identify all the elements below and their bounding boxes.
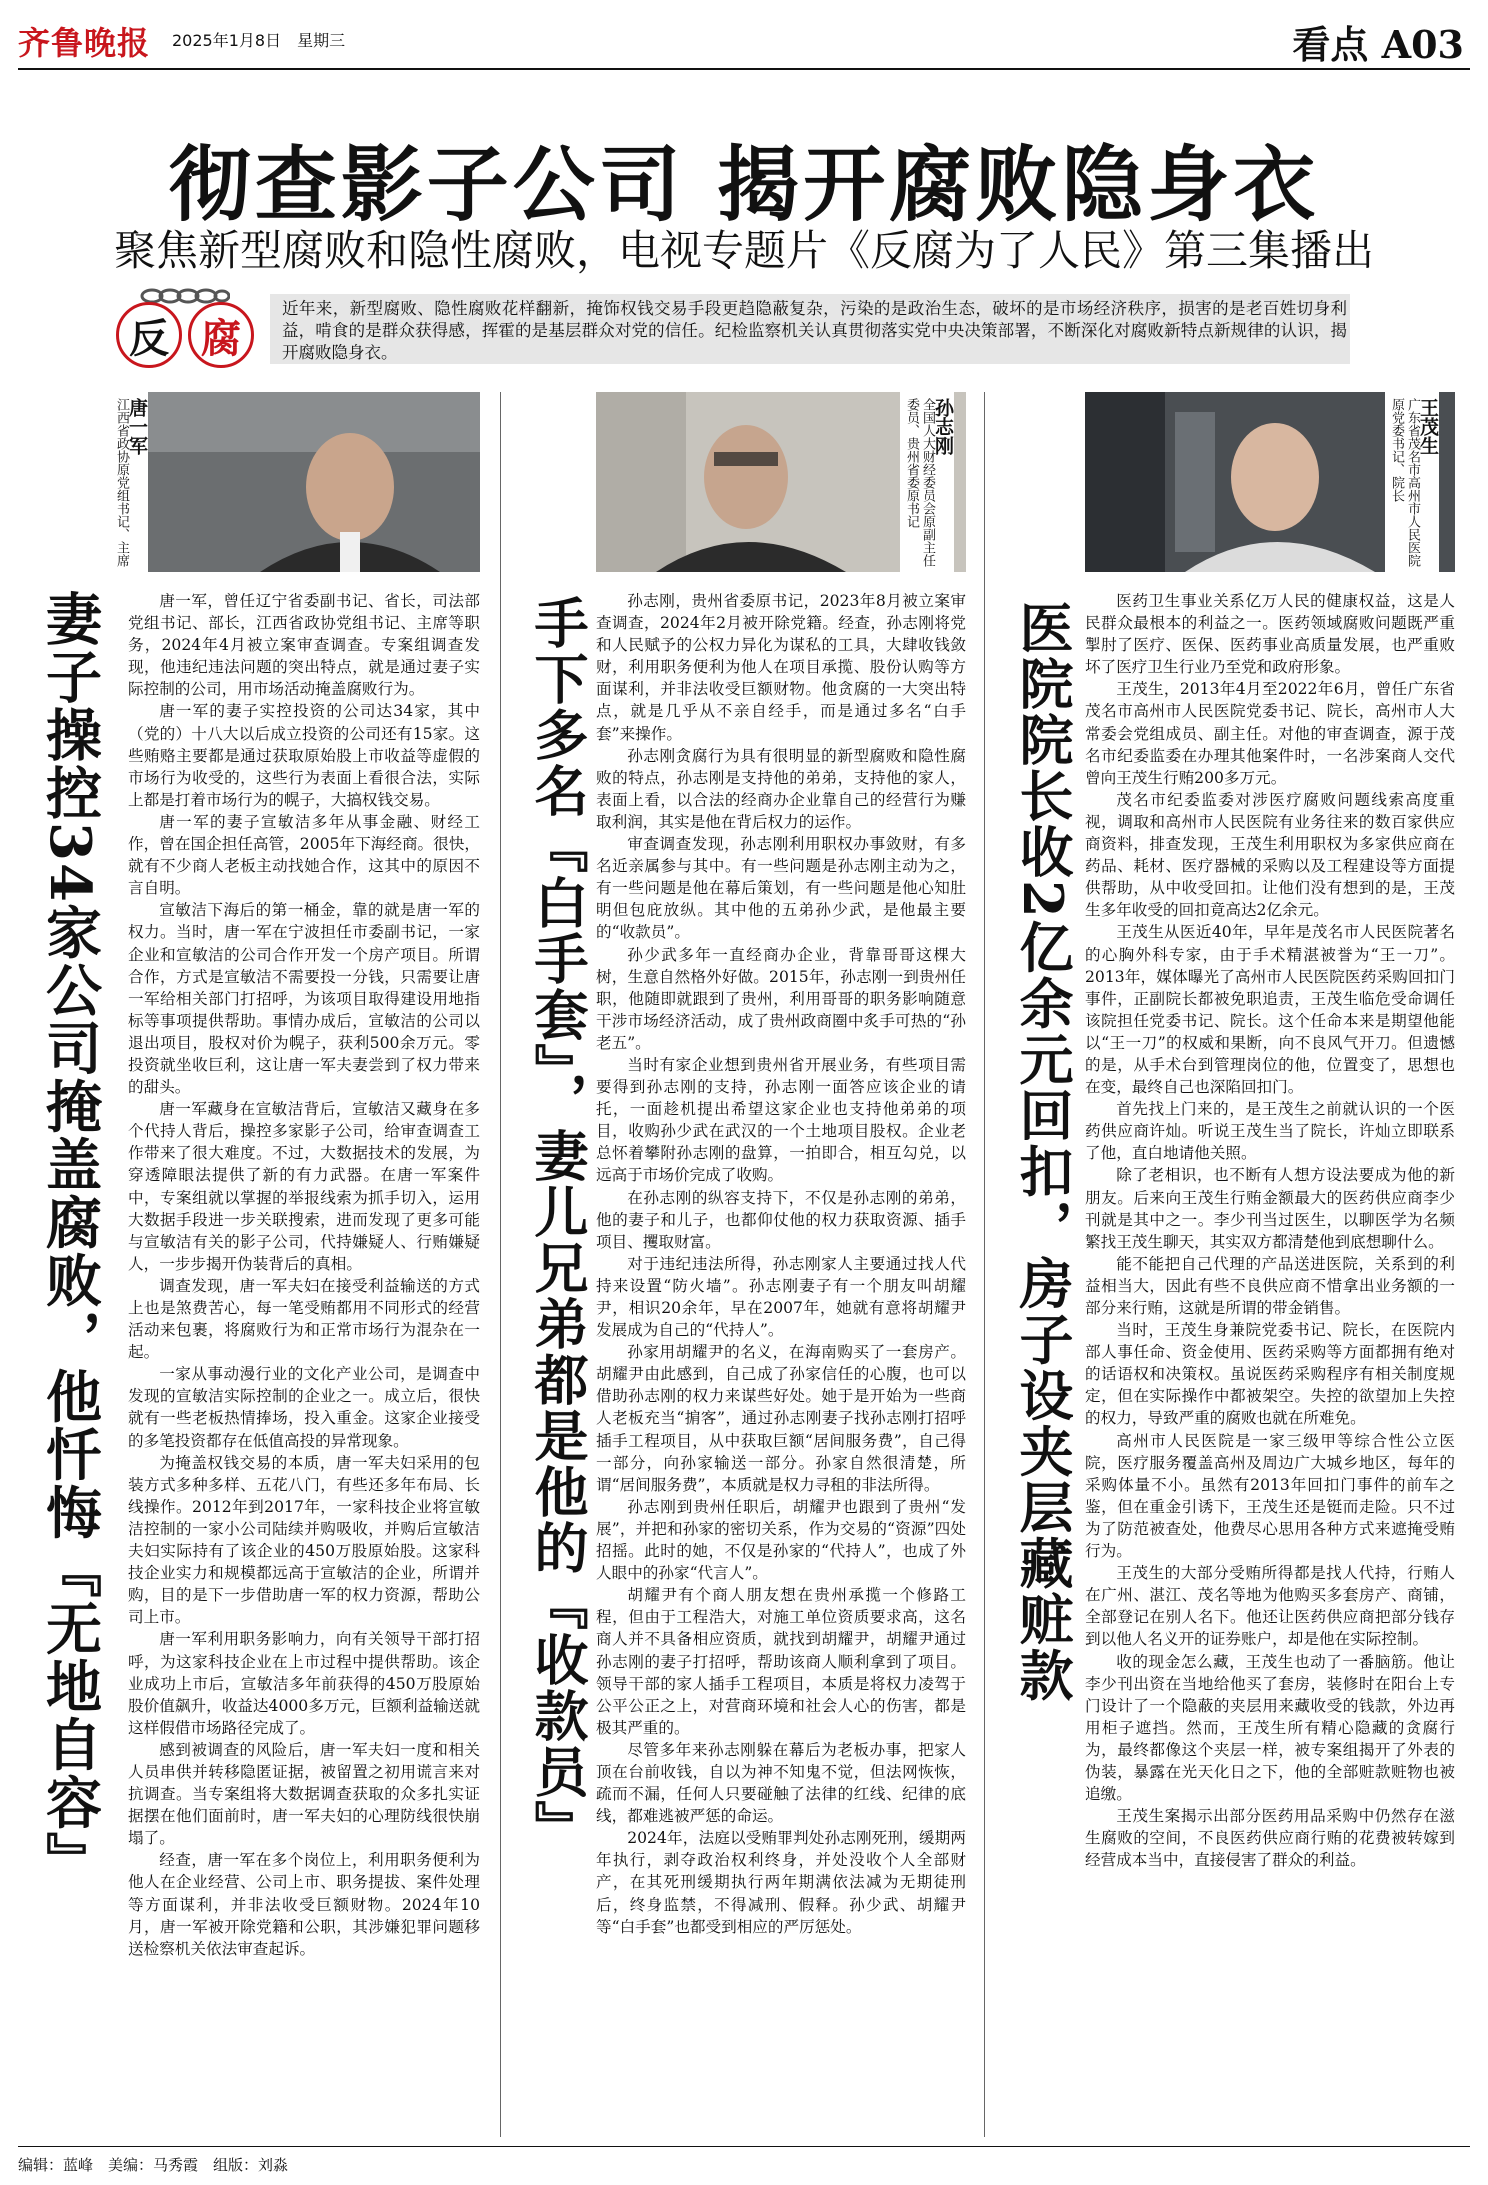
paragraph: 医药卫生事业关系亿万人民的健康权益，这是人民群众最根本的利益之一。医药领域腐败问题既严重掣肘了医疗、医保、医药事业高质量发展，也严重败坏了医疗卫生行业乃至党和政府形象。 [1085,592,1455,677]
paragraph: 胡耀尹有个商人朋友想在贵州承揽一个修路工程，但由于工程浩大，对施工单位资质要求高，这名商人并不具备相应资质，就找到胡耀尹，胡耀尹通过孙志刚的妻子打招呼，帮助该商人顺利拿到了项目。领导干部的家人插手工程项目，本质是将权力凌驾于公平公正之上，对营商环境和社会人心的伤害，都是极其严重的。 [596,1586,966,1737]
person-title: 全国人大财经委员会原副主任委员、贵州省委原书记 [904,398,935,567]
newspaper-name: 齐鲁晚报 [18,24,151,62]
date-text: 2025年1月8日 [172,31,282,50]
paragraph: 除了老相识，也不断有人想方设法要成为他的新朋友。后来向王茂生行贿金额最大的医药供应商李少刊就是其中之一。李少刊当过医生，以聊医学为名频繁找王茂生聊天，其实双方都清楚他到底想聊什么。 [1085,1166,1455,1251]
paragraph: 能不能把自己代理的产品送进医院，关系到的利益相当大，因此有些不良供应商不惜拿出业务额的一部分来行贿，这就是所谓的带金销售。 [1085,1254,1455,1317]
person-name: 孙志刚 [932,398,954,455]
column-divider [500,392,501,2137]
footer-rule [18,2146,1470,2147]
person-name: 王茂生 [1417,398,1439,455]
page-label [1292,14,1464,69]
paragraph: 一家从事动漫行业的文化产业公司，是调查中发现的宣敏洁实际控制的企业之一。成立后，很快就有一些老板热情捧场，投入重金。这家企业接受的多笔投资都存在低值高投的异常现象。 [128,1365,480,1450]
paragraph: 感到被调查的风险后，唐一军夫妇一度和相关人员串供并转移隐匿证据，被留置之初用谎言来对抗调查。当专案组将大数据调查获取的众多扎实证据摆在他们面前时，唐一军夫妇的心理防线很快崩塌了。 [128,1740,480,1848]
caption-wang-maosheng [1385,392,1439,576]
paragraph: 2024年，法庭以受贿罪判处孙志刚死刑，缓期两年执行，剥夺政治权利终身，并处没收个人全部财产，在其死刑缓期执行两年期满依法减为无期徒刑后，终身监禁，不得减刑、假释。孙少武、胡耀尹等“白手套”也都受到相应的严厉惩处。 [596,1829,966,1936]
caption-tang-yijun [110,392,148,576]
masthead-rule [18,68,1470,70]
paragraph: 当时有家企业想到贵州省开展业务，有些项目需要得到孙志刚的支持，孙志刚一面答应该企业的请托，一面趁机提出希望这家企业也支持他弟弟的项目，收购孙少武在武汉的一个土地项目股权。企业老总怀着攀附孙志刚的盘算，一拍即合，相互勾兑，以远高于市场价完成了收购。 [596,1055,966,1185]
paragraph: 唐一军的妻子宣敏洁多年从事金融、财经工作，曾在国企担任高管，2005年下海经商。很快，就有不少商人老板主动找她合作，这其中的原因不言自明。 [128,812,480,898]
paragraph: 孙志刚，贵州省委原书记，2023年8月被立案审查调查，2024年2月被开除党籍。经查，孙志刚将党和人民赋予的公权力异化为谋私的工具，大肆收钱敛财，利用职务便利为他人在项目承揽、股份认购等方面谋利，并非法收受巨额财物。他贪腐的一大突出特点，就是几乎从不亲自经手，而是通过多名“白手套”来操作。 [596,592,966,743]
issue-date [172,28,345,51]
paragraph: 孙志刚贪腐行为具有很明显的新型腐败和隐性腐败的特点，孙志刚是支持他的弟弟，支持他的家人，表面上看，以合法的经商办企业靠自己的经营行为赚取利润，其实是他在背后权力的运作。 [596,746,966,831]
paragraph: 唐一军的妻子实控投资的公司达34家，其中（党的）十八大以后成立投资的公司还有15家。这些贿赂主要都是通过获取原始股上市收益等虚假的市场行为收受的，这些行为表面上看很合法，实际上都是打着市场行为的幌子，大搞权钱交易。 [128,702,480,809]
paragraph: 王茂生案揭示出部分医药用品采购中仍然存在滋生腐败的空间，不良医药供应商行贿的花费被转嫁到经营成本当中，直接侵害了群众的利益。 [1085,1807,1455,1870]
intro-text: 近年来，新型腐败、隐性腐败花样翻新，掩饰权钱交易手段更趋隐蔽复杂，污染的是政治生态，破坏的是市场经济秩序，损害的是老百姓切身利益，啃食的是群众获得感，挥霍的是基层群众对党的信任。纪检监察机关认真贯彻落实党中央决策部署，不断深化对腐败新特点新规律的认识，揭开腐败隐身衣。 [282,299,1347,362]
story2-headline: 手下多名『白手套』，妻儿兄弟都是他的『收款员』 [526,595,590,1856]
person-title: 广东省茂名市高州市人民医院原党委书记、院长 [1389,398,1420,567]
paragraph: 唐一军，曾任辽宁省委副书记、省长，司法部党组书记、部长，江西省政协党组书记、主席等职务，2024年4月被立案审查调查。专案组调查发现，他违纪违法问题的突出特点，就是通过妻子实际控制的公司，用市场活动掩盖腐败行为。 [128,592,480,699]
editor-credits: 编辑：蓝峰 美编：马秀霞 组版：刘淼 [18,2156,289,2174]
anti-corruption-badge [110,286,260,366]
paragraph: 王茂生的大部分受贿所得都是找人代持，行贿人在广州、湛江、茂名等地为他购买多套房产、商铺，全部登记在别人名下。他还让医药供应商把部分钱存到以他人名义开的证券账户，却是他在实际控制。 [1085,1564,1455,1649]
badge-char-fu: 腐 [188,302,254,368]
paragraph: 王茂生，2013年4月至2022年6月，曾任广东省茂名市高州市人民医院党委书记、院长，高州市人大常委会党组成员、副主任。对他的审查调查，源于茂名市纪委监委在办理其他案件时，一名涉案商人交代曾向王茂生行贿200多万元。 [1085,680,1455,787]
column-divider [984,392,985,2137]
story3-headline: 医院院长收2亿余元回扣，房子设夹层藏赃款 [1011,600,1075,1704]
paragraph: 孙少武多年一直经商办企业，背靠哥哥这棵大树，生意自然格外好做。2015年，孙志刚一到贵州任职，他随即就跟到了贵州，利用哥哥的职务影响随意干涉市场经济活动，成了贵州政商圈中炙手可热的“孙老五”。 [596,945,966,1052]
paragraph: 孙志刚到贵州任职后，胡耀尹也跟到了贵州“发展”，并把和孙家的密切关系，作为交易的“资源”四处招摇。此时的她，不仅是孙家的“代持人”，也成了外人眼中的孙家“代言人”。 [596,1497,966,1583]
paragraph: 经查，唐一军在多个岗位上，利用职务便利为他人在企业经营、公司上市、职务提拔、案件处理等方面谋利，并非法收受巨额财物。2024年10月，唐一军被开除党籍和公职，其涉嫌犯罪问题移送检察机关依法审查起诉。 [128,1851,480,1958]
badge-char-fan: 反 [116,302,182,368]
paragraph: 在孙志刚的纵容支持下，不仅是孙志刚的弟弟，他的妻子和儿子，也都仰仗他的权力获取资源、插手项目、攫取财富。 [596,1188,966,1251]
paragraph: 王茂生从医近40年，早年是茂名市人民医院著名的心胸外科专家，由于手术精湛被誉为“王一刀”。2013年，媒体曝光了高州市人民医院医药采购回扣门事件，正副院长都被免职追责，王茂生临危受命调任该院担任党委书记、院长。这个任命本来是期望他能以“王一刀”的权威和果断，向不良风气开刀。但遗憾的是，从手术台到管理岗位的他，位置变了，思想也在变，最终自己也深陷回扣门。 [1085,923,1455,1097]
caption-sun-zhigang [900,392,954,576]
paragraph: 唐一军利用职务影响力，向有关领导干部打招呼，为这家科技企业在上市过程中提供帮助。该企业成功上市后，宣敏洁多年前获得的450万股原始股价值飙升，收益达4000多万元，巨额利益输送就这样假借市场路径完成了。 [128,1630,480,1737]
paragraph: 高州市人民医院是一家三级甲等综合性公立医院，医疗服务覆盖高州及周边广大城乡地区，每年的采购体量不小。虽然有2013年回扣门事件的前车之鉴，但在重金引诱下，王茂生还是铤而走险。只不过为了防范被查处，他费尽心思用各种方式来遮掩受贿行为。 [1085,1431,1455,1561]
page-headline: 彻查影子公司 揭开腐败隐身衣 [168,137,1320,233]
paragraph: 调查发现，唐一军夫妇在接受利益输送的方式上也是煞费苦心，每一笔受贿都用不同形式的经营活动来包裹，将腐败行为和正常市场行为混杂在一起。 [128,1276,480,1362]
page-subheadline: 聚焦新型腐败和隐性腐败，电视专题片《反腐为了人民》第三集播出 [113,226,1374,275]
paragraph: 宣敏洁下海后的第一桶金，靠的就是唐一军的权力。当时，唐一军在宁波担任市委副书记，一家企业和宣敏洁的公司合作开发一个房产项目。所谓合作，方式是宣敏洁不需要投一分钱，只需要让唐一军给相关部门打招呼，为该项目取得建设用地指标等事项提供帮助。事情办成后，宣敏洁的公司以退出项目，股权对价为幌子，获利500余万元。零投资就坐收巨利，这让唐一军夫妻尝到了权力带来的甜头。 [128,901,480,1097]
section-name: 看点 [1292,22,1369,67]
paragraph: 当时，王茂生身兼院党委书记、院长，在医院内部人事任命、资金使用、医药采购等方面都拥有绝对的话语权和决策权。虽说医药采购程序有相关制度规定，但在实际操作中都被架空。失控的欲望加上失控的权力，导致严重的腐败也就在所难免。 [1085,1321,1455,1428]
story1-body [128,590,480,1960]
paragraph: 唐一军藏身在宣敏洁背后，宣敏洁又藏身在多个代持人背后，操控多家影子公司，给审查调查工作带来了很大难度。不过，大数据技术的发展，为穿透障眼法提供了新的有力武器。在唐一军案件中，专案组就以掌握的举报线索为抓手切入，运用大数据手段进一步关联搜索，进而发现了更多可能与宣敏洁有关的影子公司，代持嫌疑人、行贿嫌疑人，一步步揭开伪装背后的真相。 [128,1100,480,1273]
paragraph: 收的现金怎么藏，王茂生也动了一番脑筋。他让李少刊出资在当地给他买了套房，装修时在阳台上专门设计了一个隐蔽的夹层用来藏收受的钱款，外边再用柜子遮挡。然而，王茂生所有精心隐藏的贪腐行为，最终都像这个夹层一样，被专案组揭开了外表的伪装，暴露在光天化日之下，他的全部赃款赃物也被追缴。 [1085,1652,1455,1804]
paragraph: 尽管多年来孙志刚躲在幕后为老板办事，把家人顶在台前收钱，自以为神不知鬼不觉，但法网恢恢，疏而不漏，任何人只要碰触了法律的红线、纪律的底线，都难逃被严惩的命运。 [596,1740,966,1826]
person-title: 江西省政协原党组书记、主席 [114,398,129,567]
story2-body [596,590,966,1938]
person-name: 唐一军 [126,398,148,455]
story1-headline: 妻子操控34家公司掩盖腐败，他忏悔『无地自容』 [37,590,103,1890]
paragraph: 首先找上门来的，是王茂生之前就认识的一个医药供应商许灿。听说王茂生当了院长，许灿立即联系了他，直白地请他关照。 [1085,1100,1455,1163]
paragraph: 审查调查发现，孙志刚利用职权办事敛财，有多名近亲属参与其中。有一些问题是孙志刚主动为之，有一些问题是他在幕后策划，有一些问题是他心知肚明但包庇放纵。其中他的五弟孙少武，是他最主要的“收款员”。 [596,835,966,942]
paragraph: 孙家用胡耀尹的名义，在海南购买了一套房产。胡耀尹由此感到，自己成了孙家信任的心腹，也可以借助孙志刚的权力来谋些好处。她于是开始为一些商人老板充当“掮客”，通过孙志刚妻子找孙志刚打招呼插手工程项目，从中获取巨额“居间服务费”，自己得一部分，向孙家输送一部分。孙家自然很清楚，所谓“居间服务费”，本质就是权力寻租的非法所得。 [596,1343,966,1494]
paragraph: 茂名市纪委监委对涉医疗腐败问题线索高度重视，调取和高州市人民医院有业务往来的数百家供应商资料，排查发现，王茂生利用职权为多家供应商在药品、耗材、医疗器械的采购以及工程建设等方面提供帮助，从中收受回扣。让他们没有想到的是，王茂生多年收受的回扣竟高达2亿余元。 [1085,790,1455,920]
portrait-image [110,392,480,572]
weekday-text: 星期三 [297,31,346,50]
paragraph: 为掩盖权钱交易的本质，唐一军夫妇采用的包装方式多种多样、五花八门，有些还多年布局、长线操作。2012年到2017年，一家科技企业将宣敏洁控制的一家小公司陆续并购吸收，并购后宣敏洁夫妇实际持有了该企业的450万股原始股。这家科技企业实力和规模都远高于宣敏洁的企业，所谓并购，目的是下一步借助唐一军的权力资源，帮助公司上市。 [128,1453,480,1627]
story3-body [1085,590,1455,1871]
photo-tang-yijun [110,392,480,572]
page-number: A03 [1381,22,1464,67]
paragraph: 对于违纪违法所得，孙志刚家人主要通过找人代持来设置“防火墙”。孙志刚妻子有一个朋友叫胡耀尹，相识20余年，早在2007年，她就有意将胡耀尹发展成为自己的“代持人”。 [596,1254,966,1340]
